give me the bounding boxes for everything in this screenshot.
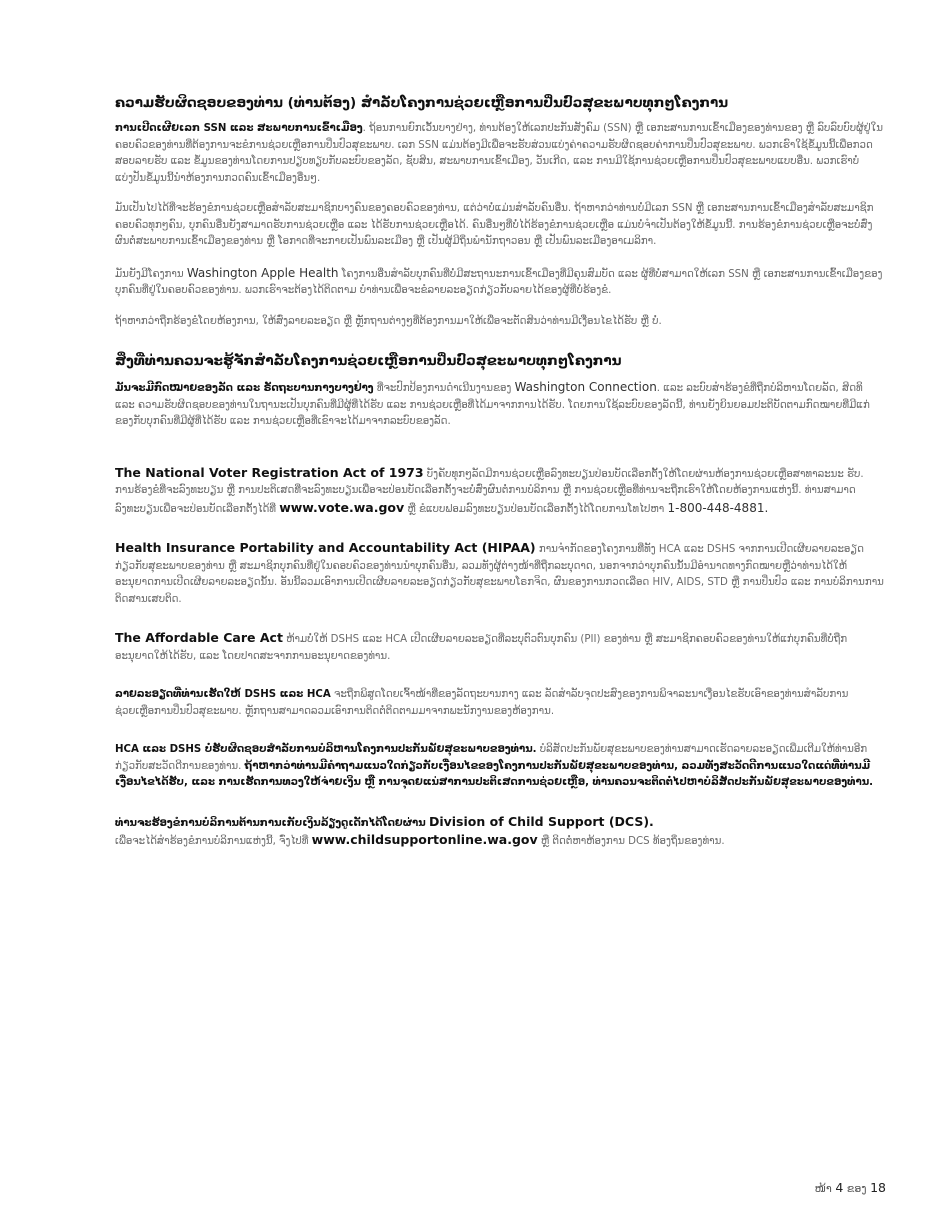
paragraph-text: ມັນຍັງມີໂຄງການ bbox=[115, 268, 187, 280]
paragraph-emphasis: ຖ້າຫາກວ່າທ່ານມີຄຳຖາມແນວໃດກ່ຽວກັບເງື່ອນໄຂຂອງໂຄງການປະກັນພັຍສຸຂະພາບຂອງທ່ານ, ລວມທັງສະວັດດີການແນວໃດແດ່ທີ່ທ່ານມີເງື່ອນໄຂໄດ້ຮັບ, ແລະ ການເຮັດການທວງໃຫ້ຈ່າຍເງິນ ຫຼື ການຈຸດຍແນ່ສາການປະຕິເສດການຊ່ວຍເຫຼືອ, ທ່ານຄວນຈະຕິດຕໍ່ໄປຫາບໍລິສັດປະກັນພັຍສຸຂະພາບຂອງທ່ານ. bbox=[115, 760, 874, 788]
page-label: ໜ້າ bbox=[814, 1182, 832, 1195]
document-page bbox=[115, 94, 885, 851]
paragraph-lead: ລາຍລະອຽດທີ່ທ່ານເຮັດໃຫ້ DSHS ແລະ HCA bbox=[115, 689, 331, 700]
paragraph-hipaa bbox=[115, 540, 885, 608]
paragraph-ssn-disclosure bbox=[115, 121, 885, 187]
paragraph-text: ເພື່ອຈະໄດ້ສຳຮ້ອງຂໍການບໍລິການແຫ່ງນີ້, ຈົ່ງໄປທີ່ bbox=[115, 836, 312, 847]
paragraph-state-federal-laws bbox=[115, 379, 885, 431]
program-name: Washington Connection bbox=[514, 380, 657, 394]
dcs-name: Division of Child Support (DCS). bbox=[428, 813, 654, 829]
paragraph-text: ການຈຳກັດຂອງໂຄງການທີ່ທັງ HCA ແລະ DSHS ຈາກການເປີດເຜີຍລາຍລະອຽດກ່ຽວກັບສຸຂະພາບຂອງທ່ານ ຫຼື ສະມາຊິກບຸກຄົນທີ່ຢູ່ໃນຄອບຄົວຂອງທ່ານນຳບຸກຄົນອື່ນ, ລວມທັງຜູ້ຕ່າງໜ້າທີ່ຖືກລະບຸດາດ, ນອກຈາກວ່າບຸກຄົນນັ້ນມີອຳນາດທາງກົດໝາຍຫຼືວ່າທ່ານໄດ້ໃຫ້ອະນຸຍາດການເປີດເຜີຍລາຍລະອຽດນັ້ນ. ອັນນີ້ລວມເອົາການເປີດເຜີຍລາຍລະອຽດກ່ຽວກັບສຸຂະພາບໂຣກຈິດ, ຜົນຂອງການກວດເລືອດ HIV, AIDS, STD ຫຼື ການປິ່ນປົວ ແລະ ການບໍລິການການຕິດສານເສບຕິດ. bbox=[115, 544, 884, 605]
section-title-responsibilities: ຄວາມຮັບຜິດຊອບຂອງທ່ານ (ທ່ານຕ້ອງ) ສຳລັບໂຄງການຊ່ວຍເຫຼືອການປິ່ນປົວສຸຂະພາບທຸກໆໂຄງການ bbox=[115, 95, 729, 111]
paragraph-lead: ມັນຈະມີກົດໝາຍຂອງລັດ ແລະ ຣັດຖະບານກາງບາງຢ່າງ bbox=[115, 383, 374, 394]
child-support-link[interactable]: www.childsupportonline.wa.gov bbox=[311, 832, 538, 847]
paragraph-requested-proof: ຖ້າຫາກວ່າຖືກຮ້ອງຂໍໂດຍຫ້ອງການ, ໃຫ້ສົ່ງລາຍລະອຽດ ຫຼື ຫຼັກຖານຕ່າງໆທີ່ຕ້ອງການມາໃຫ້ເພື່ອຈະຕັດສິນວ່າທ່ານມີເງື່ອນໄຂໄດ້ຮັບ ຫຼື ບໍ່. bbox=[115, 315, 662, 327]
paragraph-lead: The Affordable Care Act bbox=[115, 630, 283, 645]
paragraph-child-support bbox=[115, 814, 885, 851]
paragraph-insurance bbox=[115, 742, 885, 792]
phone-number: 1-800-448-4881. bbox=[667, 500, 769, 515]
paragraph-apple-health bbox=[115, 265, 885, 300]
paragraph-partial-household: ມັນເປັນໄປໄດ້ທີ່ຈະຮ້ອງຂໍການຊ່ວຍເຫຼືອສຳລັບສະມາຊິກບາງຄົນຂອງຄອບຄົວຂອງທ່ານ, ແຕ່ວ່າບໍ່ແມ່ນສຳລັບຄົນອື່ນ. ຖ້າຫາກວ່າທ່ານບໍ່ມີເລກ SSN ຫຼື ເອກະສານການເຂົ້າເມືອງສຳລັບສະມາຊິກຄອບຄົວທຸກໆຄົນ, ບຸກຄົນອື່ນຍັງສາມາດຮັບການຊ່ວຍເຫຼືອ ແລະ ໄດ້ຮັບການຊ່ວຍເຫຼືອໄດ້. ຄົນອື່ນໆທີ່ບໍ່ໄດ້ຮ້ອງຂໍການຊ່ວຍເຫຼືອ ແມ່ນບໍ່ຈຳເປັນຕ້ອງໃຫ້ຂໍ້ມູນນີ້. ການຮ້ອງຂໍການຊ່ວຍເຫຼືອຈະບໍ່ສົ່ງຜົນຕໍ່ສະພາບການເຂົ້າເມືອງຂອງທ່ານ ຫຼື ໂອກາດທີ່ຈະກາຍເປັນພົນລະເມືອງ ຫຼື ເປັນຜູ້ມີຖິ່ນພຳນັກຖາວອນ ຫຼື ເປັນພົນລະເມືອງອາເມລິກາ. bbox=[115, 203, 874, 247]
paragraph-nvra bbox=[115, 465, 885, 519]
paragraph-lead: The National Voter Registration Act of 1973 bbox=[115, 464, 424, 480]
paragraph-text: ຈະຖືກພິສູດໂດຍເຈົ້າໜ້າທີ່ຂອງລັດຖະບານກາງ ແລະ ລັດສຳລັບຈຸດປະສົງຂອງການພິຈາລະນາເງື່ອນໄຂຮັບເອົາຂອງທ່ານສຳລັບການຊ່ວຍເຫຼືອການປິ່ນປົວສຸຂະພາບ. ຫຼັກຖານສາມາດລວມເອົາການຕິດຕໍ່ຕິດຕາມມາຈາກພະນັກງານຂອງຫ້ອງການ. bbox=[115, 689, 849, 717]
program-name: Washington Apple Health bbox=[186, 265, 339, 280]
paragraph-text: ບັງຄັບທຸກໆລັດມີການຊ່ວຍເຫຼືອລົງທະບຽນປ່ອນບັດເລືອກຕັ້ງໃຫ້ໂດຍຜ່ານຫ້ອງການຊ່ວຍເຫຼືອສາທາລະນະ ຮັບ. ການຮ້ອງຂໍທີ່ຈະລົງທະບຽນ ຫຼື ການປະຕິເສດທີ່ຈະລົງທະບຽນເພື່ອຈະປ່ອນບັດເລືອກຕັ້ງຈະບໍ່ສົ່ງຜົນຕໍ່ການບໍລິການ ຫຼື ການຊ່ວຍເຫຼືອທີ່ທ່ານຈະຖືກເຮົາໃຫ້ໂດຍຫ້ອງການແຫ່ງນີ້. ທ່ານສາມາດລົງທະບຽນເພື່ອຈະປ່ອນບັດເລືອກຕັ້ງໄດ້ທີ່ bbox=[115, 468, 864, 515]
paragraph-text: ບໍລິສັດປະກັນພັຍສຸຂະພາບຂອງທ່ານສາມາດເຮັດລາຍລະອຽດເພີ່ມເຕີມໃຫ້ທ່ານອີກກ່ຽວກັບສະວັດດີການຂອງທ່ານ. bbox=[115, 744, 868, 772]
paragraph-lead: ທ່ານຈະຮ້ອງຂໍການບໍລິການຕ້ານການເກັບເງິນລ້ຽງດູເດັກໄດ້ໂດຍຜ່ານ bbox=[115, 817, 426, 829]
paragraph-text: ທີ່ຈະປົກປ້ອງການດຳເນີນງານຂອງ bbox=[373, 383, 515, 394]
paragraph-lead: ການເປີດເຜີຍເລກ SSN ແລະ ສະພາບການເຂົ້າເມືອງ bbox=[115, 123, 363, 134]
page-number bbox=[815, 1180, 886, 1195]
paragraph-shared-info bbox=[115, 687, 885, 720]
paragraph-text: . ແລະ ລະບົບສຳຮ້ອງຂໍທີ່ຖືກບໍລິຫານໂດຍລັດ, ສິດທິ ແລະ ຄວາມຮັບຜິດຊອບຂອງທ່ານໃນຖານະເປັນບຸກຄົນທີ່ມີຜູ້ທີ່ໄດ້ຮັບ ແລະ ການຊ່ວຍເຫຼືອທີ່ໄດ້ມາຈາກການໄດ້ຮັບ. ໂດຍການໃຊ້ລະບົບຂອງລັດນີ້, ທ່ານຍັງຍິນຍອມປະຕິບັດຕາມກົດໝາຍທີ່ມີແກ່ຂອງກັບບຸກຄົນທີ່ມີຜູ້ທີ່ໄດ້ຮັບ ແລະ ການຊ່ວຍເຫຼືອທີ່ເຂົາຈະໄດ້ມາຈາກລະບົບຂອງລັດ. bbox=[115, 383, 870, 427]
paragraph-text: ຫ້າມບໍ່ໃຫ້ DSHS ແລະ HCA ເປີດເຜີຍລາຍລະອຽດທີ່ລະບຸຕົວຕົນບຸກຄົນ (PII) ຂອງທ່ານ ຫຼື ສະມາຊິກຄອບຄົວຂອງທ່ານໃຫ້ແກ່ບຸກຄົນທີ່ບໍ່ຖືກອະນຸຍາດໃຫ້ໄດ້ຮັບ, ແລະ ໂດຍປາດສະຈາກການອະນຸຍາດຂອງທ່ານ. bbox=[115, 634, 848, 662]
page-of-label: ຂອງ bbox=[846, 1182, 867, 1195]
section-title-things-to-know: ສິ່ງທີ່ທ່ານຄວນຈະຮູ້ຈັກສຳລັບໂຄງການຊ່ວຍເຫຼືອການປິ່ນປົວສຸຂະພາບທຸກໆໂຄງການ bbox=[115, 353, 622, 369]
paragraph-lead: HCA ແລະ DSHS ບໍ່ຮັບຜິດຊອບສຳລັບການບໍລິຫານໂຄງການປະກັນພັຍສຸຂະພາບຂອງທ່ານ. bbox=[115, 744, 537, 755]
paragraph-text: ໂຄງການອື່ນສຳລັບບຸກຄົນທີ່ບໍ່ມີສະຖານະການເຂົ້າເມືອງທີ່ມີຄຸນສົມບັດ ແລະ ຜູ້ທີ່ບໍ່ສາມາດໃຫ້ເລກ SSN ຫຼື ເອກະສານການເຂົ້າເມືອງຂອງບຸກຄົນທີ່ຢູ່ໃນຄອບຄົວຂອງທ່ານ. ພວກເຮົາຈະຕ້ອງໄດ້ຕິດຕາມ ບໍາທ່ານເພື່ອຈະຂໍລາຍລະອຽດກ່ຽວກັບລາຍໄດ້ຂອງຜູ້ທີ່ບໍ່ຮ້ອງຂໍ. bbox=[115, 268, 883, 296]
paragraph-aca bbox=[115, 630, 885, 665]
paragraph-text: ຫຼື ຂໍແບບຟອມລົງທະບຽນປ່ອນບັດເລືອກຕັ້ງໄດ້ໂດຍການໂທໄປຫາ bbox=[404, 503, 668, 515]
paragraph-lead: Health Insurance Portability and Accountability Act (HIPAA) bbox=[115, 540, 536, 555]
paragraph-text: . ຖ້ອນການຍົກເວັ້ນບາງຢ່າງ, ທ່ານຕ້ອງໃຫ້ເລກປະກັນສັງຄົມ (SSN) ຫຼື ເອກະສານການເຂົ້າເມືອງຂອງທ່ານຂອງ ຫຼື ລົບລົບບົບຜູ້ຢູ່ໃນຄອບຄົວຂອງທ່ານທີ່ຕ້ອງການຈະຂໍການຊ່ວຍເຫຼືອການປິ່ນປົວສຸຂະພາບ. ເລກ SSN ແມ່ນຕ້ອງມີເພື່ອຈະຮັບສ່ວນແບ່ງຄ່າຄວາມຮັບຜິດຊອບຄ່າການປິ່ນປົວສຸຂະພາບ. ພວກເຮົາໃຊ້ຂໍ້ມູນນີ້ເພື່ອກວດສອບລາຍຮັບ ແລະ ຂໍ້ມູນຂອງທ່ານໂດຍການປຽບທຽບກັບລະບົບຂອງລັດ, ຊັບສິນ, ສະພາບການເຂົ້າເມືອງ, ວັນເກີດ, ແລະ ການມີໃຊ້ການຊ່ວຍເຫຼືອການປິ່ນປົວສຸຂະພາບແບບອື່ນ. ພວກເຮົາບໍ່ແບ່ງປັນຂໍ້ມູນນີ້ນຳຫ້ອງການກວດຄົນເຂົ້າເມືອງອື່ນໆ. bbox=[115, 123, 883, 184]
vote-link[interactable]: www.vote.wa.gov bbox=[279, 499, 405, 515]
current-page: 4 bbox=[835, 1180, 844, 1195]
paragraph-text: ຫຼື ຕິດຕໍ່ຫາຫ້ອງການ DCS ທ້ອງຖິ່ນຂອງທ່ານ. bbox=[537, 836, 725, 847]
total-pages: 18 bbox=[870, 1180, 886, 1195]
